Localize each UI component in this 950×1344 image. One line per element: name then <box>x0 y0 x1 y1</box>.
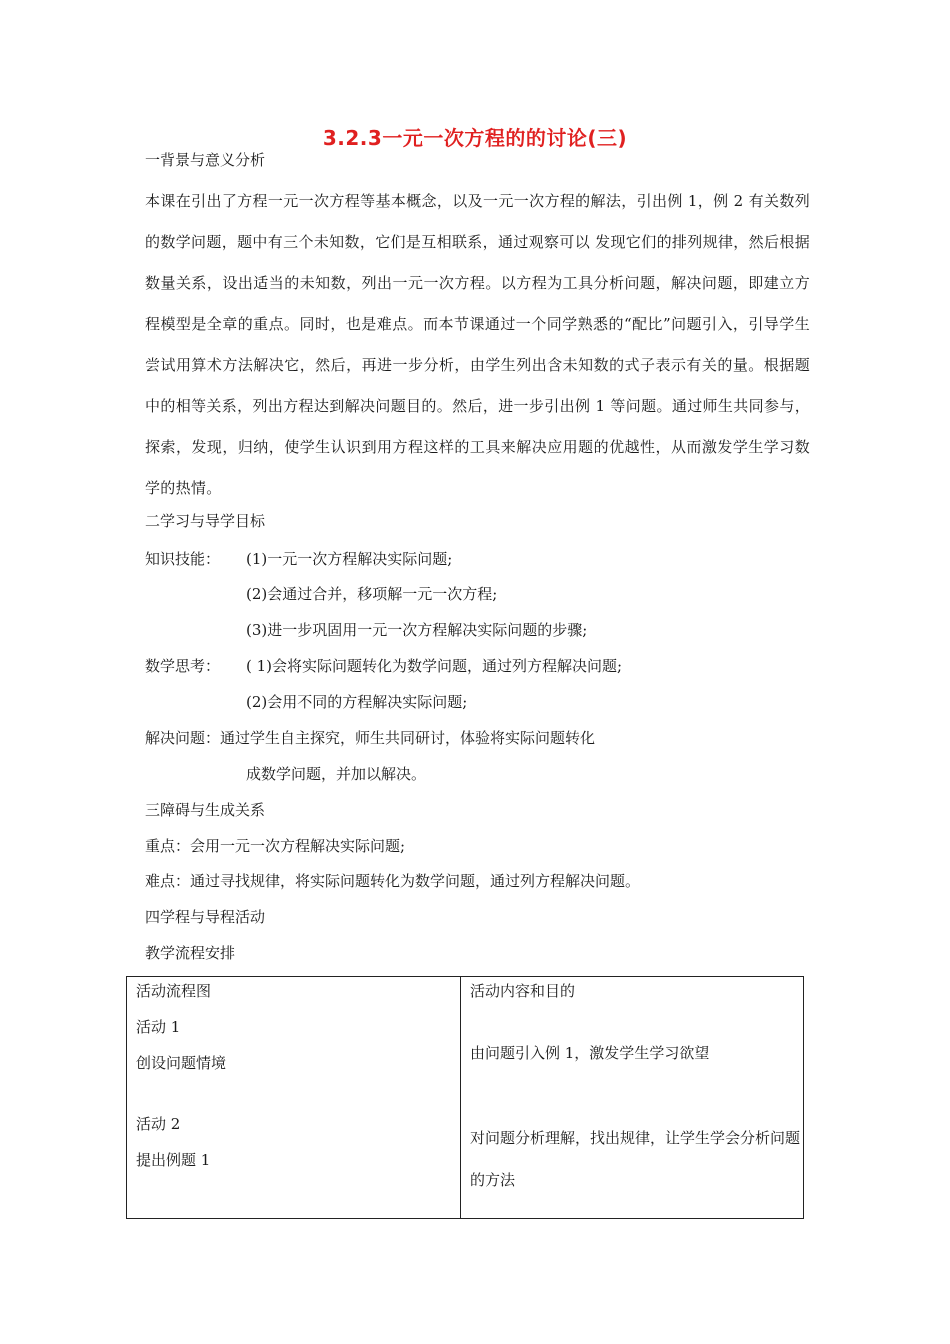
col-header-flow: 活动流程图 <box>136 982 212 1000</box>
knowledge-item: (2)会通过合并，移项解一元一次方程; <box>246 585 498 603</box>
section-heading-background: 一背景与意义分析 <box>145 151 266 169</box>
activity-1-content: 由问题引入例 1，激发学生学习欲望 <box>470 1044 710 1062</box>
background-paragraph: 本课在引出了方程一元一次方程等基本概念，以及一元一次方程的解法，引出例 1，例 2 有关数列的数学问题，题中有三个未知数，它们是互相联系，通过观察可以 发现它们的排列规律，然后根据数量关系，设出适当的未知数，列出一元一次方程。以方程为工具分析问题，解决问题，即建立方程模型是全章的重点。同时，也是难点。而本节课通过一个同学熟悉的“配比”问题引入，引导学生尝试用算术方法解决它，然后，再进一步分析，由学生列出含未知数的式子表示有关的量。根据题中的相等关系，列出方程达到解决问题目的。然后，进一步引出例 1 等问题。通过师生共同参与，探索，发现，归纳，使学生认识到用方程这样的工具来解决应用题的优越性，从而激发学生学习数学的热情。 <box>145 192 810 497</box>
math-thinking-item: ( 1)会将实际问题转化为数学问题，通过列方程解决问题; <box>246 657 623 675</box>
document-title: 3.2.3一元一次方程的的讨论(三) <box>322 126 628 150</box>
table-cell-content <box>461 977 804 1219</box>
section-heading-obstacles: 三障碍与生成关系 <box>145 801 266 819</box>
problem-solving-line: 成数学问题，并加以解决。 <box>246 765 427 783</box>
activity-1-title: 创设问题情境 <box>136 1054 227 1072</box>
section-heading-goals: 二学习与导学目标 <box>145 512 266 530</box>
difficulty-point: 难点：通过寻找规律，将实际问题转化为数学问题，通过列方程解决问题。 <box>145 872 641 890</box>
math-thinking-item: (2)会用不同的方程解决实际问题; <box>246 693 468 711</box>
knowledge-label: 知识技能： <box>145 550 221 568</box>
knowledge-item: (1)一元一次方程解决实际问题; <box>246 550 453 568</box>
col-header-content: 活动内容和目的 <box>470 982 576 1000</box>
flow-heading: 教学流程安排 <box>145 944 236 962</box>
activity-2-title: 提出例题 1 <box>136 1151 211 1169</box>
activity-2-name: 活动 2 <box>136 1115 181 1133</box>
section-heading-activities: 四学程与导程活动 <box>145 908 266 926</box>
problem-solving-line: 解决问题：通过学生自主探究，师生共同研讨，体验将实际问题转化 <box>145 729 596 747</box>
table-cell-flow <box>127 977 461 1219</box>
activity-1-name: 活动 1 <box>136 1018 181 1036</box>
activity-table <box>126 976 804 1219</box>
activity-2-content: 对问题分析理解，找出规律，让学生学会分析问题的方法 <box>470 1129 801 1189</box>
knowledge-item: (3)进一步巩固用一元一次方程解决实际问题的步骤; <box>246 621 588 639</box>
math-thinking-label: 数学思考： <box>145 657 221 675</box>
key-point: 重点：会用一元一次方程解决实际问题; <box>145 837 406 855</box>
